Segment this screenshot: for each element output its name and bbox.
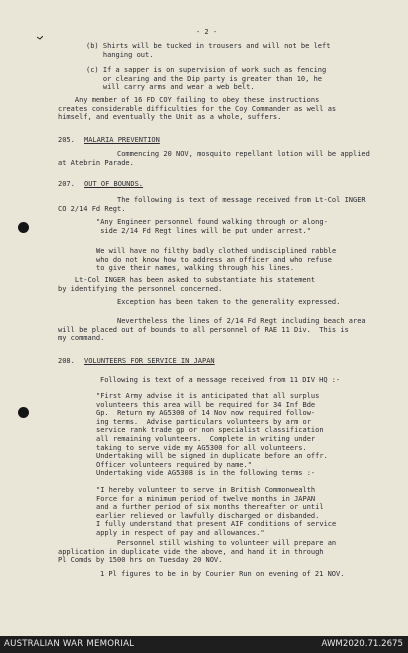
- section-207-number: 207.: [58, 180, 75, 188]
- item-c: (c) If a sapper is on supervision of work such as fencing or clearing and the Dip party is greater than 10, he will carry arms and wear a web belt.: [86, 66, 327, 92]
- section-207-substantiate: Lt-Col INGER has been asked to substantiate his statement by identifying the personnel concerned.: [58, 276, 316, 293]
- section-207-nevertheless: Nevertheless the lines of 2/14 Fd Regt including beach area will be placed out of bounds to all personnel of RAE 11 Div. This is my command.: [58, 317, 366, 343]
- section-207-rabble: We will have no filthy badly clothed undisciplined rabble who do not know how to address an officer and who refuse to give their names, walking through his lines.: [96, 247, 337, 273]
- section-207-exception: Exception has been taken to the generality expressed.: [58, 298, 341, 306]
- punch-hole: [18, 222, 29, 233]
- section-208-terms: "I hereby volunteer to serve in British Commonwealth Force for a minimum period of twelve months in JAPAN and a further period of six months thereafter or until earlier relieved or lawfully discharged or disbanded. I fully understand that present AIF conditions of service apply in respect of pay and allowances.": [96, 486, 337, 537]
- section-207-quote: "Any Engineer personnel found walking through or along- side 2/14 Fd Regt lines will be put under arrest.": [96, 218, 328, 235]
- institution-label: AUSTRALIAN WAR MEMORIAL: [4, 639, 135, 649]
- page-number: - 2 -: [196, 28, 218, 36]
- section-205-number: 205.: [58, 136, 75, 144]
- section-208-intro: Following is text of a message received from 11 DIV HQ :-: [100, 376, 341, 384]
- warning-paragraph: Any member of 16 FD COY failing to obey these instructions creates considerable difficulties for the Coy Commander as well as himself, and eventually the Unit as a whole, suffers.: [58, 96, 337, 122]
- pen-mark-icon: [37, 36, 43, 40]
- section-208-undertaking: Undertaking vide AG5308 is in the following terms :-: [96, 469, 316, 477]
- punch-hole: [18, 407, 29, 418]
- section-205-title: MALARIA PREVENTION: [84, 136, 160, 144]
- caption-bar: [0, 636, 408, 653]
- item-b: (b) Shirts will be tucked in trousers and will not be left hanging out.: [86, 42, 331, 59]
- section-208-figures: 1 Pl figures to be in by Courier Run on evening of 21 NOV.: [100, 570, 345, 578]
- section-208-title: VOLUNTEERS FOR SERVICE IN JAPAN: [84, 357, 215, 365]
- section-207-intro: The following is text of message received from Lt-Col INGER CO 2/14 Fd Regt.: [58, 196, 366, 213]
- section-205-text: Commencing 20 NOV, mosquito repellant lotion will be applied at Atebrin Parade.: [58, 150, 370, 167]
- section-208-number: 208.: [58, 357, 75, 365]
- section-208-personnel: Personnel still wishing to volunteer will prepare an application in duplicate vide the above, and hand it in through Pl Comds by 1500 hrs on Tuesday 20 NOV.: [58, 539, 337, 565]
- section-207-title: OUT OF BOUNDS.: [84, 180, 144, 188]
- section-208-quote: "First Army advise it is anticipated that all surplus volunteers this area will be required for 34 Inf Bde Gp. Return my AG5300 of 14 Nov now required follow- ing terms. Advise particulars volunteers by arm or service rank trade gp or non specialist classification all remaining volunteers. Complete in writing under taking to serve vide my AG5300 for all volunteers. Undertaking will be signed in duplicate before an offr. Officer volunteers required by name.": [96, 392, 328, 469]
- reference-number: AWM2020.71.2675: [321, 639, 403, 649]
